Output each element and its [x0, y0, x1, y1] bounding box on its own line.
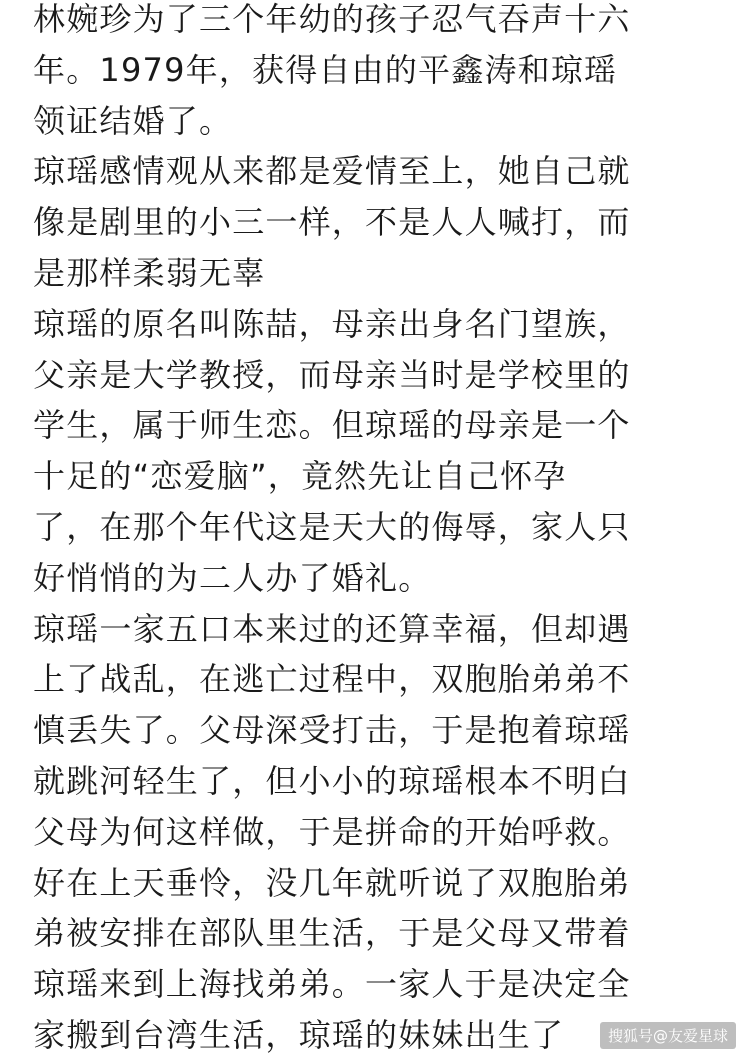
- text-line: 弟被安排在部队里生活，于是父母又带着: [33, 914, 631, 953]
- text-line: 领证结婚了。: [33, 101, 233, 140]
- text-line: 了，在那个年代这是天大的侮辱，家人只: [33, 507, 631, 546]
- text-line: 琼瑶一家五口本来过的还算幸福，但却遇: [33, 609, 631, 648]
- text-line: 琼瑶来到上海找弟弟。一家人于是决定全: [33, 965, 631, 1004]
- text-line: 学生，属于师生恋。但琼瑶的母亲是一个: [33, 406, 631, 445]
- text-line: 林婉珍为了三个年幼的孩子忍气吞声十六: [33, 0, 631, 38]
- text-line: 父亲是大学教授，而母亲当时是学校里的: [33, 355, 631, 394]
- watermark: 搜狐号@友爱星球: [600, 1022, 736, 1049]
- text-line: 好在上天垂怜，没几年就听说了双胞胎弟: [33, 863, 631, 902]
- text-line: 是那样柔弱无辜: [33, 253, 266, 292]
- text-line: 像是剧里的小三一样，不是人人喊打，而: [33, 203, 631, 242]
- text-line: 好悄悄的为二人办了婚礼。: [33, 558, 432, 597]
- text-line: 琼瑶感情观从来都是爱情至上，她自己就: [33, 152, 631, 191]
- text-line: 慎丢失了。父母深受打击，于是抱着琼瑶: [33, 711, 631, 750]
- text-line: 上了战乱，在逃亡过程中，双胞胎弟弟不: [33, 660, 631, 699]
- text-line: 琼瑶的原名叫陈喆，母亲出身名门望族，: [33, 304, 631, 343]
- text-line: 十足的“恋爱脑”，竟然先让自己怀孕: [33, 457, 567, 496]
- text-line: 就跳河轻生了，但小小的琼瑶根本不明白: [33, 761, 631, 800]
- article-body: [33, 0, 733, 1057]
- text-line: 年。1979年，获得自由的平鑫涛和琼瑶: [33, 50, 618, 89]
- text-line: 家搬到台湾生活，琼瑶的妹妹出生了: [33, 1015, 565, 1054]
- text-line: 父母为何这样做，于是拼命的开始呼救。: [33, 812, 631, 851]
